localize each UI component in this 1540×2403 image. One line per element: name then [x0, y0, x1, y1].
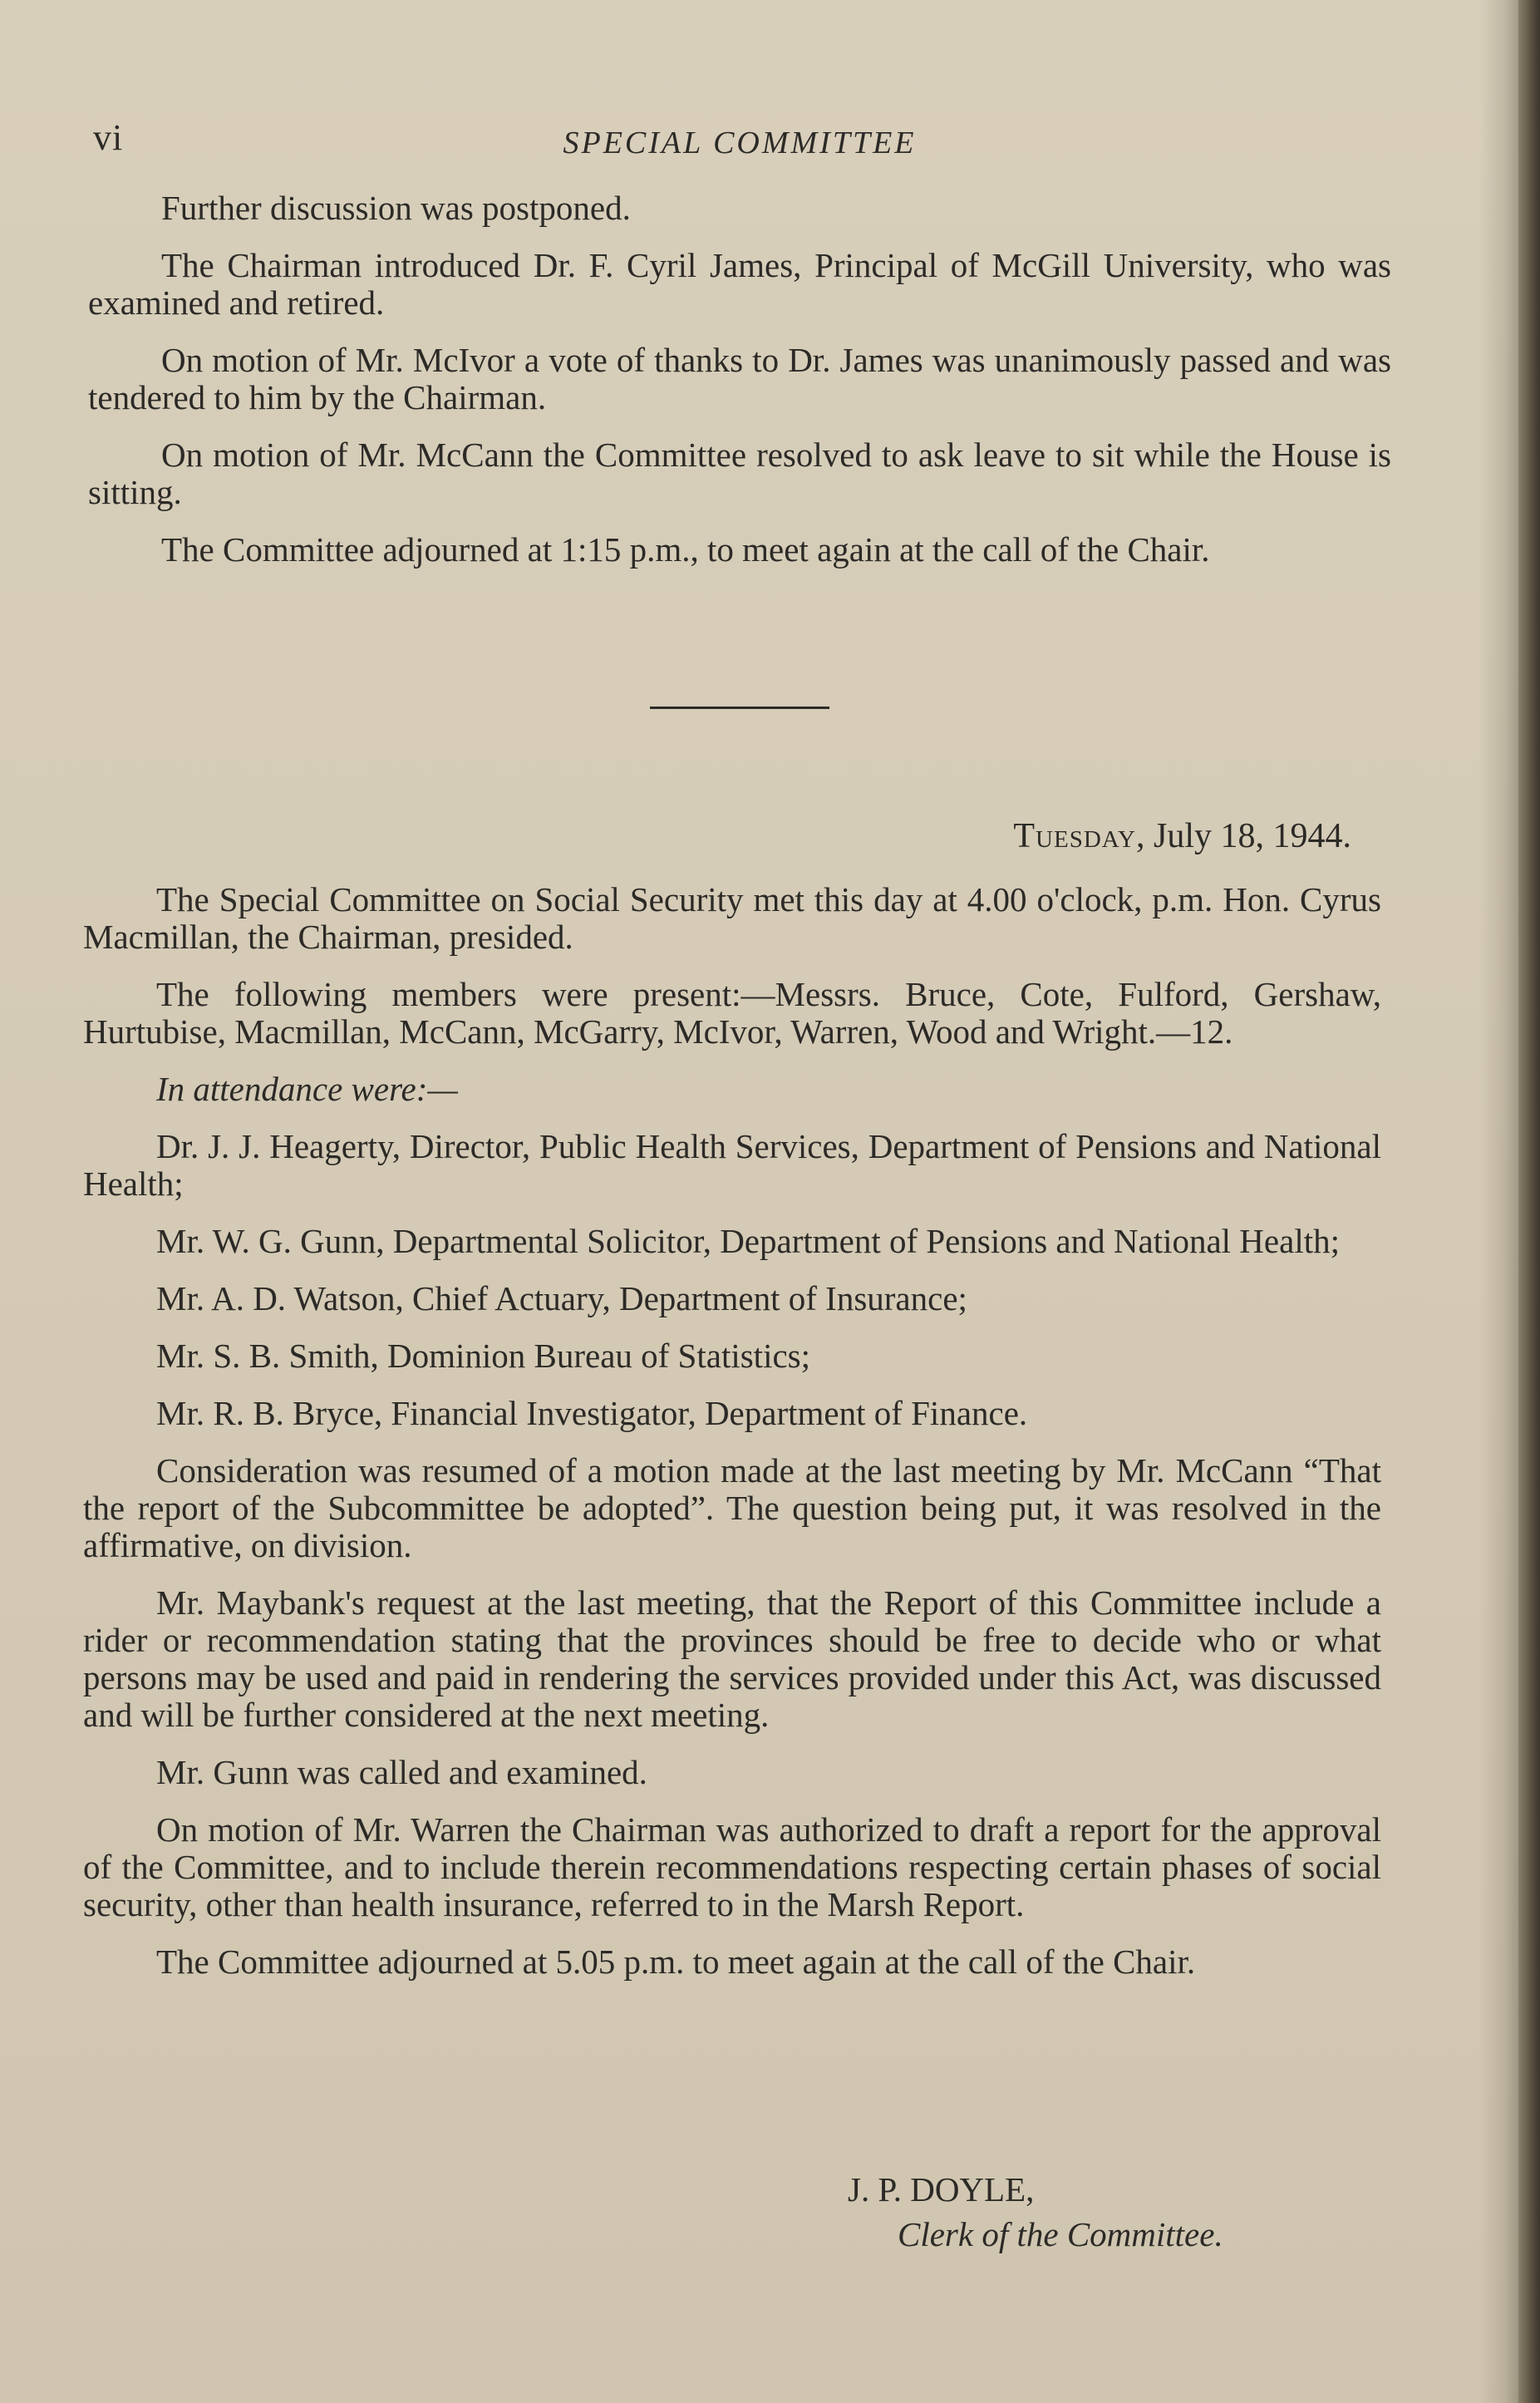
- paragraph: Dr. J. J. Heagerty, Director, Public Health Services, Department of Pensions and National Health;: [83, 1127, 1381, 1203]
- date-rest: , July 18, 1944.: [1135, 817, 1351, 855]
- paragraph: Mr. W. G. Gunn, Departmental Solicitor, Department of Pensions and National Health;: [156, 1222, 1340, 1260]
- paragraph: Mr. R. B. Bryce, Financial Investigator, Department of Finance.: [156, 1394, 1028, 1432]
- paragraph: The Special Committee on Social Security met this day at 4.00 o'clock, p.m. Hon. Cyrus Macmillan, the Chairman, presided.: [83, 880, 1381, 956]
- signature-title: Clerk of the Committee.: [898, 2215, 1223, 2253]
- paragraph: Consideration was resumed of a motion made at the last meeting by Mr. McCann “That the report of the Subcommittee be adopted”. The question being put, it was resolved in the affirmative, on division.: [83, 1451, 1381, 1564]
- paragraph: The Chairman introduced Dr. F. Cyril James, Principal of McGill University, who was examined and retired.: [88, 246, 1391, 322]
- paragraph: Mr. Maybank's request at the last meeting, that the Report of this Committee include a rider or recommendation stating that the provinces should be free to decide who or what persons may be used and paid in rendering the services provided under this Act, was discussed and will be further considered at the next meeting.: [83, 1583, 1381, 1734]
- section-2: [83, 881, 1381, 1981]
- paragraph: Mr. Gunn was called and examined.: [156, 1753, 647, 1791]
- section-divider: [650, 707, 829, 709]
- signature-name: J. P. DOYLE,: [848, 2170, 1035, 2208]
- paragraph: Mr. S. B. Smith, Dominion Bureau of Statistics;: [156, 1337, 811, 1375]
- paragraph: The Committee adjourned at 1:15 p.m., to meet again at the call of the Chair.: [161, 530, 1210, 569]
- paragraph: On motion of Mr. McIvor a vote of thanks to Dr. James was unanimously passed and was tendered to him by the Chairman.: [88, 341, 1391, 416]
- date-day: Tuesday: [1013, 817, 1136, 855]
- section-1: [88, 190, 1391, 569]
- paragraph: Mr. A. D. Watson, Chief Actuary, Department of Insurance;: [156, 1279, 967, 1317]
- binding-edge: [1518, 0, 1540, 2403]
- running-head: SPECIAL COMMITTEE: [563, 126, 917, 160]
- paragraph-attendance: In attendance were:—: [156, 1070, 458, 1108]
- paragraph: Further discussion was postponed.: [161, 189, 631, 227]
- paragraph: On motion of Mr. McCann the Committee resolved to ask leave to sit while the House is sitting.: [88, 436, 1391, 511]
- page-number: vi: [93, 117, 124, 158]
- paragraph: On motion of Mr. Warren the Chairman was authorized to draft a report for the approval of the Committee, and to include therein recommendations respecting certain phases of social security, other than health insurance, referred to in the Marsh Report.: [83, 1810, 1381, 1923]
- meeting-date: [881, 816, 1351, 856]
- paragraph: The Committee adjourned at 5.05 p.m. to meet again at the call of the Chair.: [156, 1943, 1196, 1981]
- paragraph: The following members were present:—Messrs. Bruce, Cote, Fulford, Gershaw, Hurtubise, Macmillan, McCann, McGarry, McIvor, Warren, Wood and Wright.—12.: [83, 975, 1381, 1051]
